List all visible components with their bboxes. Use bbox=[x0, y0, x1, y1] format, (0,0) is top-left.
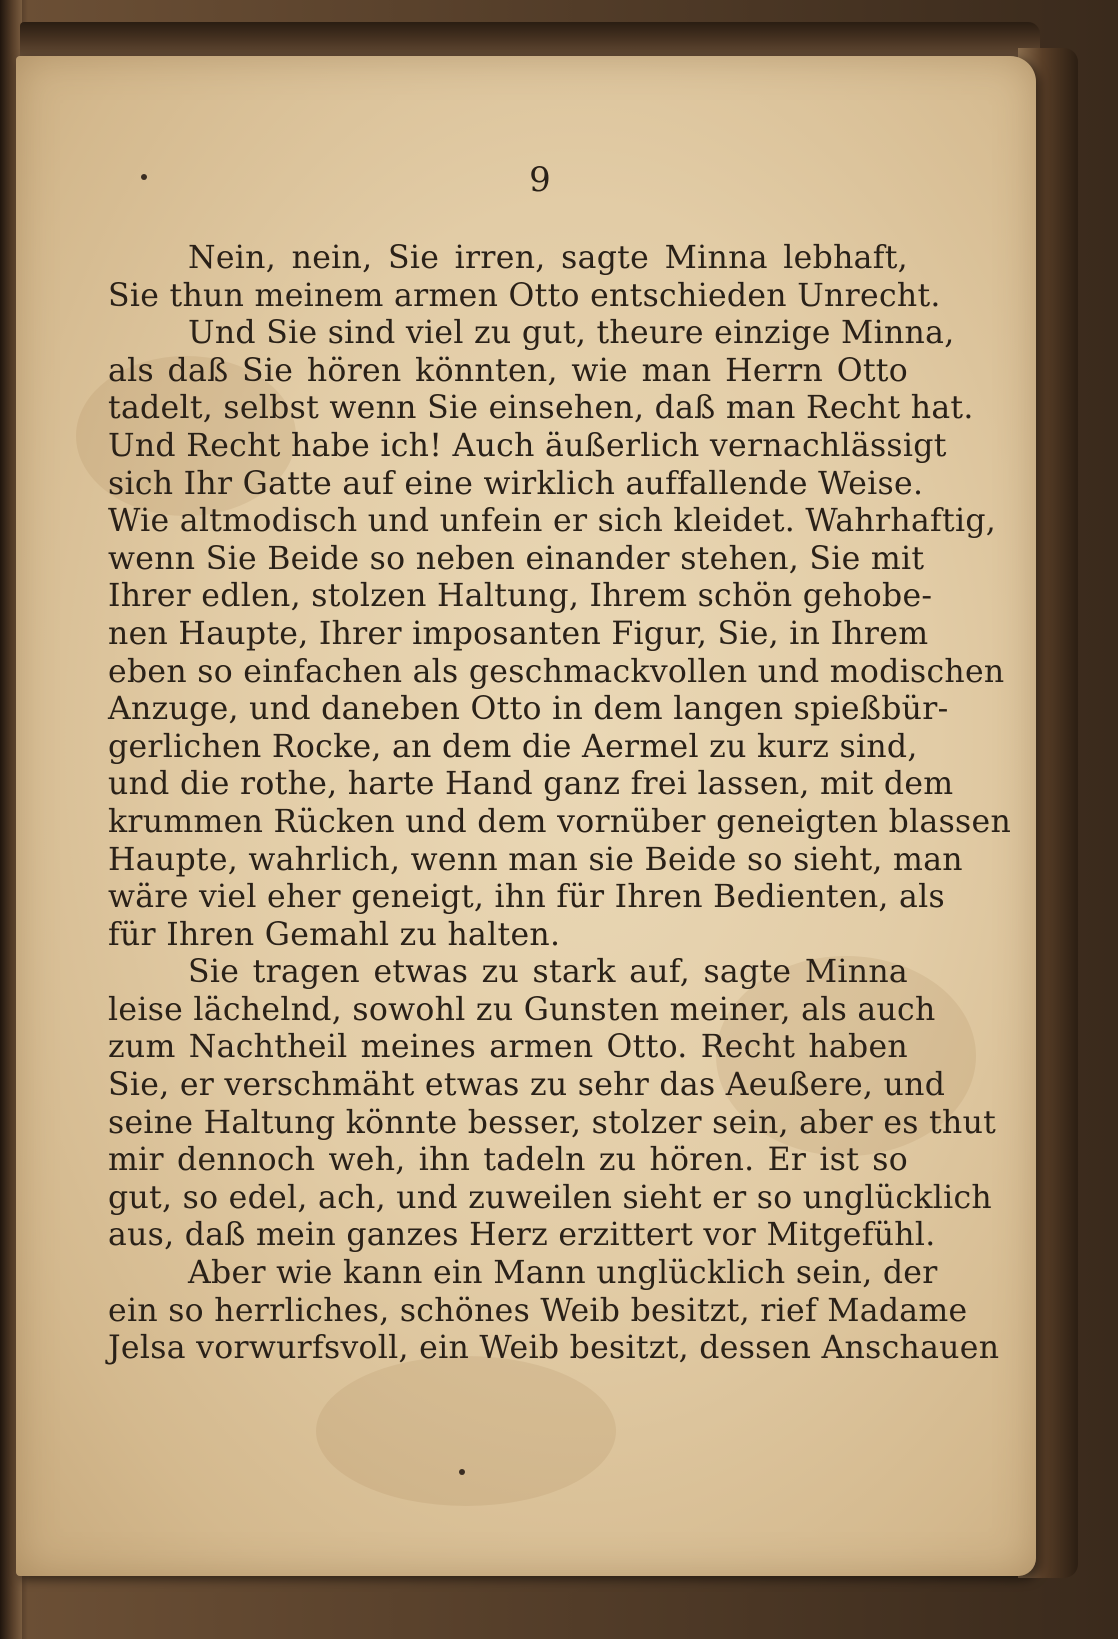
text-line: nen Haupte, Ihrer imposanten Figur, Sie, in Ihrem bbox=[108, 615, 929, 652]
text-line: gerlichen Rocke, an dem die Aermel zu kurz sind, bbox=[108, 728, 918, 765]
ink-speck bbox=[459, 1469, 465, 1475]
text-line: seine Haltung könnte besser, stolzer sein, aber es thut bbox=[108, 1104, 997, 1141]
text-line: tadelt, selbst wenn Sie einsehen, daß man Recht hat. bbox=[108, 390, 974, 427]
text-line: Ihrer edlen, stolzen Haltung, Ihrem schön gehobe- bbox=[108, 578, 933, 615]
text-line: und die rothe, harte Hand ganz frei lassen, mit dem bbox=[108, 766, 954, 803]
text-line: mir dennoch weh, ihn tadeln zu hören. Er ist so bbox=[108, 1142, 908, 1179]
page-number: 9 bbox=[529, 160, 551, 200]
text-line: Aber wie kann ein Mann unglücklich sein, der bbox=[188, 1255, 938, 1292]
text-line: Anzuge, und daneben Otto in dem langen spießbür- bbox=[108, 691, 949, 728]
text-line: ein so herrliches, schönes Weib besitzt, rief Madame bbox=[108, 1292, 968, 1329]
paper-stain bbox=[316, 1356, 616, 1506]
text-line: sich Ihr Gatte auf eine wirklich auffallende Weise. bbox=[108, 465, 924, 502]
text-line: gut, so edel, ach, und zuweilen sieht er so unglücklich bbox=[108, 1179, 992, 1216]
text-line: Sie tragen etwas zu stark auf, sagte Minna bbox=[188, 954, 908, 991]
text-line: aus, daß mein ganzes Herz erzittert vor Mitgefühl. bbox=[108, 1217, 936, 1254]
page-body-text bbox=[108, 240, 1012, 1368]
text-line: zum Nachtheil meines armen Otto. Recht haben bbox=[108, 1029, 908, 1066]
text-line: Nein, nein, Sie irren, sagte Minna lebhaft, bbox=[188, 240, 908, 276]
text-line: eben so einfachen als geschmackvollen und modischen bbox=[108, 653, 1005, 690]
text-line: krummen Rücken und dem vornüber geneigten blassen bbox=[108, 803, 1012, 840]
text-line: Wie altmodisch und unfein er sich kleidet. Wahrhaftig, bbox=[108, 503, 997, 540]
text-line: als daß Sie hören könnten, wie man Herrn Otto bbox=[108, 352, 908, 389]
text-line: Jelsa vorwurfsvoll, ein Weib besitzt, dessen Anschauen bbox=[108, 1330, 1000, 1367]
text-line: Sie, er verschmäht etwas zu sehr das Aeußere, und bbox=[108, 1067, 946, 1104]
text-line: Und Sie sind viel zu gut, theure einzige Minna, bbox=[188, 315, 955, 352]
text-line: wenn Sie Beide so neben einander stehen, Sie mit bbox=[108, 540, 925, 577]
text-line: Haupte, wahrlich, wenn man sie Beide so sieht, man bbox=[108, 841, 963, 878]
text-line: wäre viel eher geneigt, ihn für Ihren Bedienten, als bbox=[108, 879, 945, 916]
text-line: Und Recht habe ich! Auch äußerlich vernachlässigt bbox=[108, 427, 947, 464]
text-line: für Ihren Gemahl zu halten. bbox=[108, 916, 561, 953]
text-line: leise lächelnd, sowohl zu Gunsten meiner, als auch bbox=[108, 991, 936, 1028]
text-line: Sie thun meinem armen Otto entschieden Unrecht. bbox=[108, 277, 941, 314]
